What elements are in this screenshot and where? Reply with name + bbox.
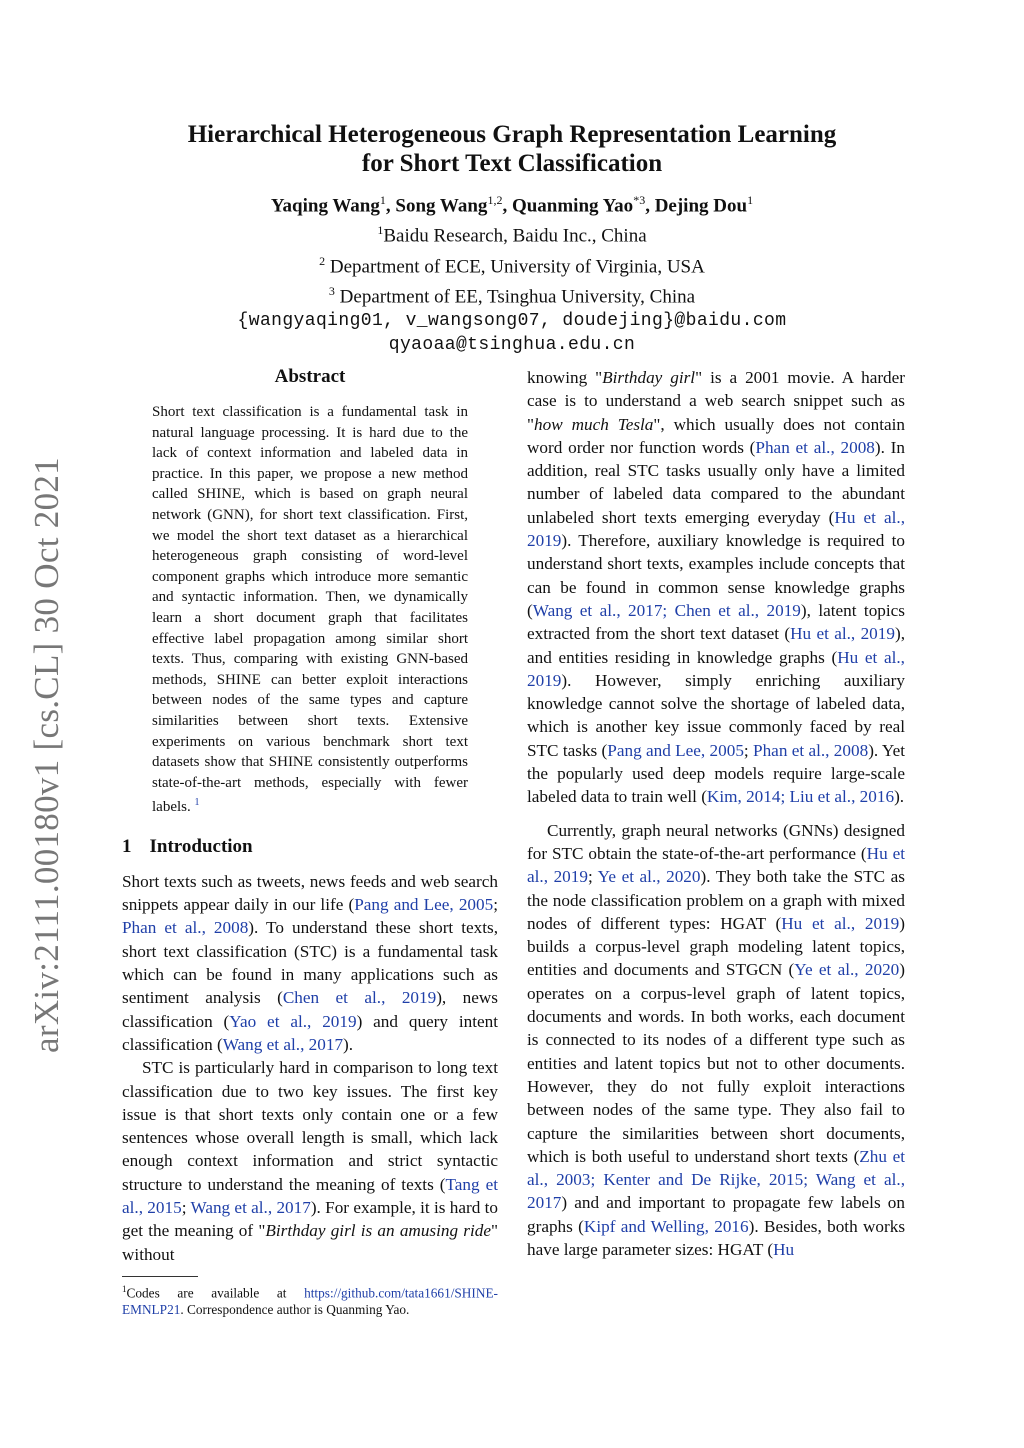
code-link[interactable]: https://github.com/tata1661/SHINE-EMNLP21 [122, 1285, 498, 1318]
affil-mark: 1 [377, 223, 384, 238]
author-name: Yaqing Wang [270, 195, 380, 217]
affiliation-text: Department of EE, Tsinghua University, China [339, 286, 696, 308]
italic-phrase: Birthday girl [602, 368, 696, 387]
affiliation-text: Baidu Research, Baidu Inc., China [383, 225, 647, 247]
affiliation [0, 249, 1024, 279]
citation-link[interactable]: Hu et al., 2019 [527, 507, 905, 551]
citation-link[interactable]: Wang et al., 2017 [222, 1034, 344, 1054]
author-name: Song Wang [395, 195, 488, 217]
italic-phrase: how much Tesla [534, 414, 654, 434]
citation-link[interactable]: Kim, 2014; Liu et al., 2016 [706, 787, 895, 807]
citation-link[interactable]: Yao et al., 2019 [229, 1011, 357, 1031]
affiliation [0, 218, 1024, 248]
citation-link[interactable]: Phan et al., 2008 [122, 918, 249, 938]
footnote-link[interactable]: 1 [194, 797, 200, 809]
affil-mark: 3 [328, 283, 335, 298]
author-name: Dejing Dou [654, 195, 748, 217]
affiliation-text: Department of ECE, University of Virginia, USA [329, 255, 705, 277]
abstract-text: Short text classification is a fundamental task in natural language processing. It is hard due to the lack of context information and labeled data in practice. In this paper, we propose a new method called SHINE, which is based on graph neural network (GNN), for short text classification. First, we model the short text dataset as a hierarchical heterogeneous graph consisting of word-level component graphs which introduce more semantic and syntactic information. Then, we dynamically learn a short document graph that facilitates effective label propagation among similar short texts. Thus, comparing with existing GNN-based methods, SHINE can better exploit interactions between nodes of the same types and capture similarities between short texts. Extensive experiments on various benchmark short text datasets show that SHINE consistently outperforms state-of-the-art methods, especially with fewer labels. [152, 404, 468, 816]
author-block [0, 188, 1024, 357]
citation-link[interactable]: Ye et al., 2020 [794, 960, 900, 980]
citation-link[interactable]: Zhu et al., 2003; Kenter and De Rijke, 2015; Wang et al., 2017 [527, 1146, 906, 1213]
title-line-2: for Short Text Classification [361, 150, 663, 177]
title-line-1: Hierarchical Heterogeneous Graph Representation Learning [187, 121, 837, 148]
paragraph: Currently, graph neural networks (GNNs) designed for STC obtain the state-of-the-art performance (Hu et al., 2019; Ye et al., 2020). They both take the STC as the node classification problem on a graph with mixed nodes of different types: HGAT (Hu et al., 2019) builds a corpus-level graph modeling latent topics, entities and documents and STGCN (Ye et al., 2020) operates on a corpus-level graph of latent topics, documents and words. In both works, each document is connected to its nodes of a different type such as entities and latent topics but not to other documents. However, they do not fully exploit interactions between nodes of the same type. They also fail to capture the similarities between short documents, which is both useful to understand short texts (Zhu et al., 2003; Kenter and De Rijke, 2015; Wang et al., 2017) and and important to propagate few labels on graphs (Kipf and Welling, 2016). Besides, both works have large parameter sizes: HGAT (Hu [527, 820, 906, 1259]
affil-mark: *3 [633, 193, 646, 207]
email-line: {wangyaqing01, v_wangsong07, doudejing}@baidu.com [237, 311, 787, 332]
citation-link[interactable]: Pang and Lee, 2005 [354, 895, 494, 915]
left-column [122, 366, 498, 1318]
affil-mark: 1 [747, 193, 754, 207]
section-title: Introduction [149, 835, 253, 857]
citation-link[interactable]: Wang et al., 2017; Chen et al., 2019 [532, 600, 801, 620]
section-heading [122, 836, 498, 858]
arxiv-sidebar [22, 455, 72, 1055]
abstract-body [152, 402, 468, 818]
section-number: 1 [122, 835, 132, 857]
affil-mark: 2 [319, 253, 326, 268]
affil-mark: 1,2 [487, 193, 503, 207]
citation-link[interactable]: Ye et al., 2020 [597, 867, 701, 887]
paragraph: knowing "Birthday girl" is a 2001 movie. A harder case is to understand a web search snippet such as "how much Tesla", which usually does not contain word order nor function words (Phan et al., 2008). In addition, real STC tasks usually only have a limited number of labeled data compared to the abundant unlabeled short texts emerging everyday (Hu et al., 2019). Therefore, auxiliary knowledge is required to understand short texts, examples include concepts that can be found in common sense knowledge graphs (Wang et al., 2017; Chen et al., 2019), latent topics extracted from the short text dataset (Hu et al., 2019), and entities residing in knowledge graphs (Hu et al., 2019). However, simply enriching auxiliary knowledge cannot solve the shortage of labeled data, which is another key issue commonly faced by real STC tasks (Pang and Lee, 2005; Phan et al., 2008). Yet the popularly used deep models require large-scale labeled data to train well (Kim, 2014; Liu et al., 2016). [527, 368, 906, 807]
citation-link[interactable]: Chen et al., 2019 [282, 988, 437, 1008]
citation-link[interactable]: Pang and Lee, 2005 [607, 740, 744, 760]
author-names: Yaqing Wang$^1$, Song Wang$^{1,2}$, Quanming Yao$^{*3}$, Dejing Dou$^1$ [270, 193, 754, 217]
citation-link[interactable]: Phan et al., 2008 [753, 740, 869, 760]
citation-link[interactable]: Kipf and Welling, 2016 [583, 1216, 749, 1236]
email-line: qyaoaa@tsinghua.edu.cn [388, 335, 636, 356]
author-name: Quanming Yao [511, 195, 634, 217]
paper-title [0, 120, 1024, 178]
footnote-rule [122, 1276, 198, 1277]
right-column [527, 366, 905, 1261]
citation-link[interactable]: Tang et al., 2015 [122, 1174, 498, 1218]
paragraph: STC is particularly hard in comparison to long text classification due to two key issues. The first key issue is that short texts only contain one or a few sentences whose overall length is small, which lack enough context information and strict syntactic structure to understand the meaning of texts (Tang et al., 2015; Wang et al., 2017). For example, it is hard to get the meaning of "Birthday girl is an amusing ride" without [122, 1058, 499, 1264]
affil-mark: 1 [379, 193, 386, 207]
citation-link[interactable]: Phan et al., 2008 [755, 437, 875, 457]
citation-link[interactable]: Wang et al., 2017 [190, 1198, 311, 1218]
affiliation [0, 279, 1024, 309]
citation-link[interactable]: Hu [773, 1239, 795, 1259]
footnote: $^1$Codes are available at https://github.com/tata1661/SHINE-EMNLP21. Correspondence author is Quanming Yao. [122, 1283, 498, 1318]
arxiv-id: arXiv:2111.00180v1 [cs.CL] 30 Oct 2021 [27, 457, 66, 1053]
citation-link[interactable]: Hu et al., 2019 [527, 843, 905, 887]
abstract-heading: Abstract [274, 366, 346, 387]
citation-link[interactable]: Hu et al., 2019 [781, 913, 900, 933]
footnote-mark: 1 [122, 1283, 127, 1294]
citation-link[interactable]: Hu et al., 2019 [790, 624, 895, 644]
citation-link[interactable]: Hu et al., 2019 [527, 647, 905, 690]
italic-phrase: Birthday girl is an amusing ride [265, 1221, 491, 1241]
paragraph: Short texts such as tweets, news feeds and web search snippets appear daily in our life (Pang and Lee, 2005; Phan et al., 2008). To understand these short texts, short text classification (STC) is a fundamental task which can be found in many applications such as sentiment analysis (Chen et al., 2019), news classification (Yao et al., 2019) and query intent classification (Wang et al., 2017). [122, 871, 498, 1054]
